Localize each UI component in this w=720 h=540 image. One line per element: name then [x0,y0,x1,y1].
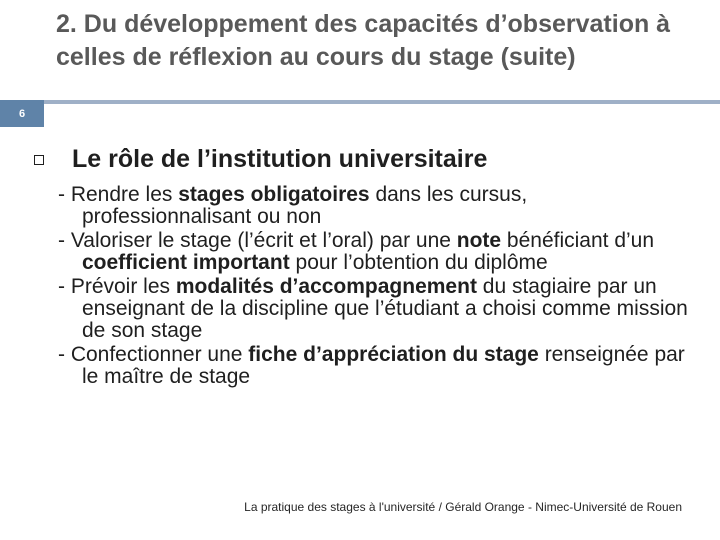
item-emphasis: fiche d’appréciation du stage [248,343,539,366]
item-emphasis: modalités d’accompagnement [175,275,477,298]
item-text: dans les cursus, professionnalisant ou non [82,183,528,228]
list-item [58,230,698,274]
list-item [58,276,698,342]
item-text: - Rendre les [58,183,179,206]
section-heading-text: Le rôle de l’institution universitaire [72,145,488,173]
item-emphasis: coefficient important [82,251,290,274]
item-text: bénéficiant d’un [501,229,655,252]
item-text: renseignée par le maître de stage [82,343,685,388]
item-emphasis: stages obligatoires [178,183,370,206]
item-text: - Confectionner une [58,343,249,366]
item-text: - Prévoir les [58,275,176,298]
item-text: pour l’obtention du diplôme [289,251,548,274]
section-heading [34,145,694,174]
item-emphasis: note [456,229,502,252]
body-list [58,184,698,390]
slide-number: 6 [0,100,44,127]
list-item [58,184,698,228]
title-divider [0,100,720,104]
item-text: - Valoriser le stage (l’écrit et l’oral) par une [58,229,457,252]
slide-footer: La pratique des stages à l'université / Gérald Orange - Nimec-Université de Rouen [244,500,682,514]
slide-title: 2. Du développement des capacités d’observation à celles de réflexion au cours du stage (suite) [56,10,671,71]
square-bullet-icon [34,155,44,165]
list-item [58,344,698,388]
item-text: du stagiaire par un enseignant de la discipline que l’étudiant a choisi comme mission de son stage [82,275,688,342]
